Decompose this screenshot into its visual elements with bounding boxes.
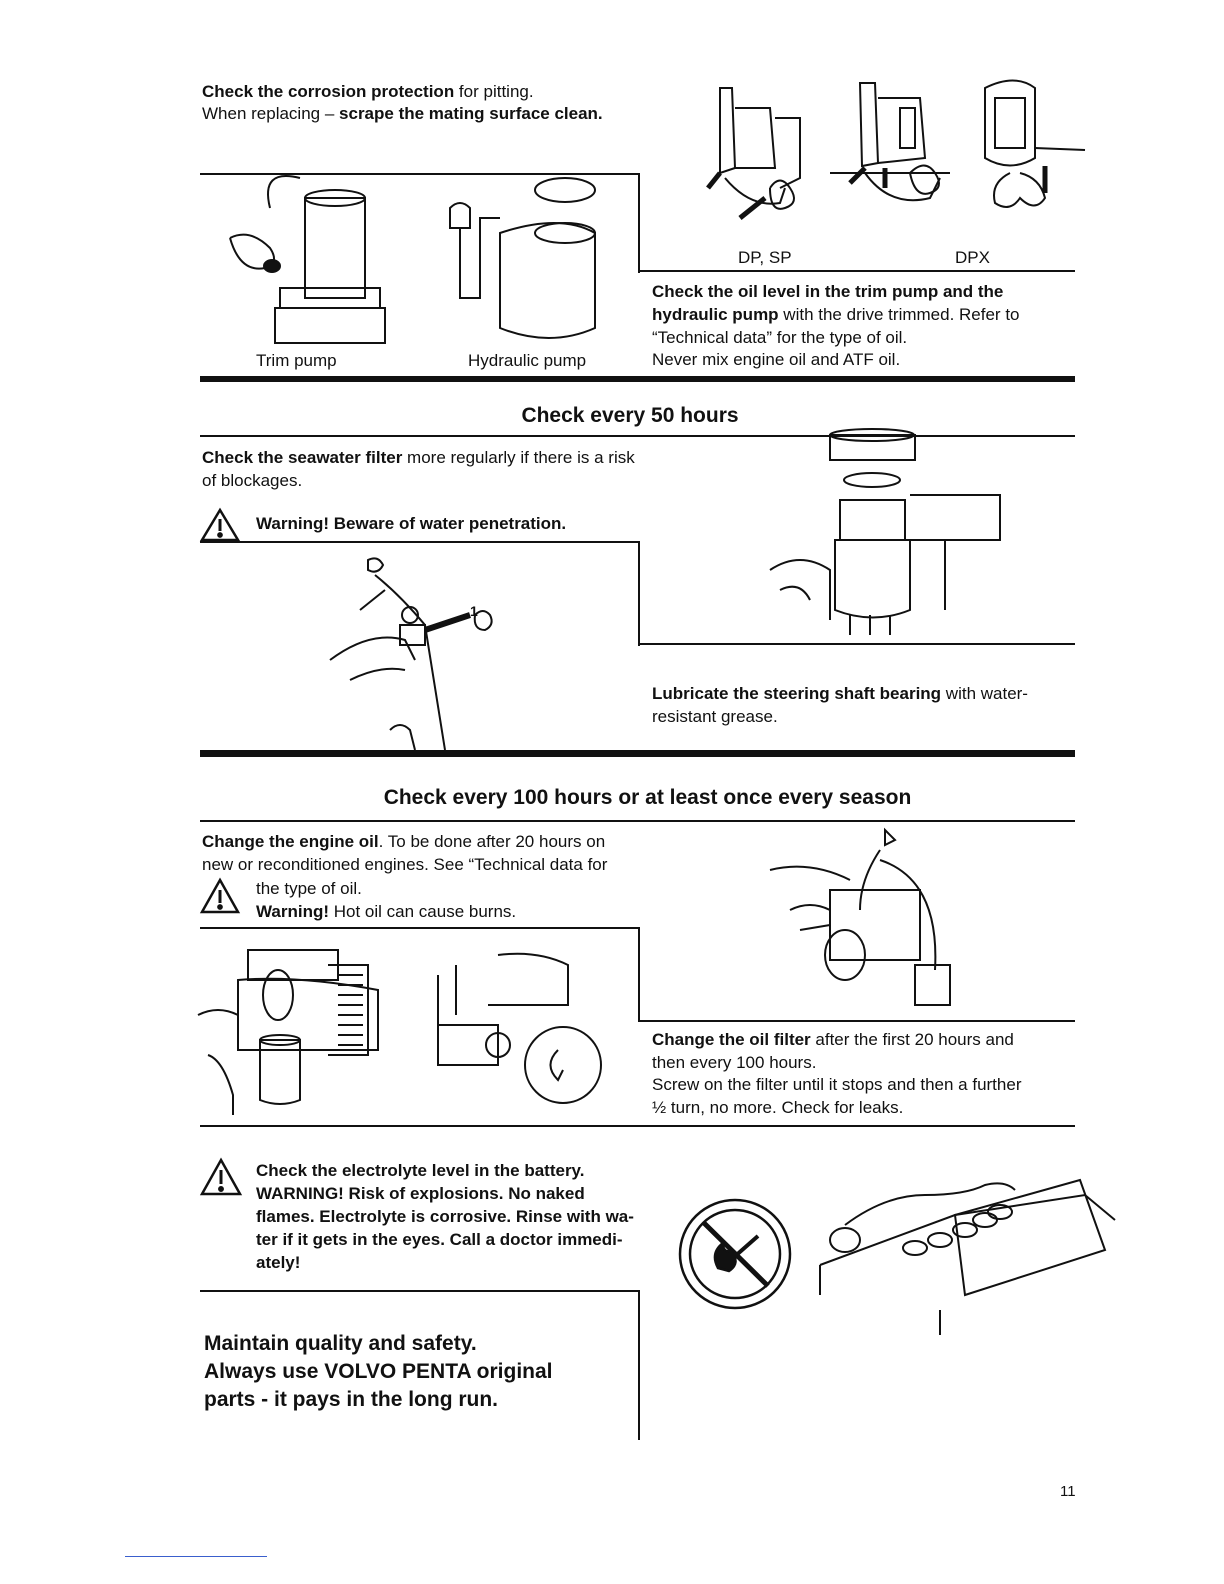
warning-triangle-icon <box>200 878 240 914</box>
no-naked-flames-icon <box>678 1198 793 1310</box>
seawater-text-1: Check the seawater filter more regularly if there is a risk <box>202 448 635 467</box>
label-trim-pump: Trim pump <box>256 351 337 370</box>
label-dpx: DPX <box>955 248 990 267</box>
engine-oil-text-1: Change the engine oil. To be done after 20 hours on <box>202 832 606 851</box>
page-number: 11 <box>1060 1483 1076 1500</box>
battery-text-5: ately! <box>256 1253 301 1272</box>
warning-water: Warning! Beware of water penetration. <box>256 514 567 533</box>
battery-text-4: ter if it gets in the eyes. Call a doctor immedi- <box>256 1230 623 1249</box>
trim-oil-text-3: “Technical data” for the type of oil. <box>652 328 908 347</box>
seawater-filter-illustration <box>760 420 1010 640</box>
engine-oil-text-3: the type of oil. <box>256 879 362 898</box>
battery-text-2: WARNING! Risk of explosions. No naked <box>256 1184 585 1203</box>
quality-text-1: Maintain quality and safety. <box>204 1332 477 1355</box>
oil-filter-illustration <box>198 935 618 1120</box>
section-rule <box>200 376 1075 382</box>
battery-illustration <box>815 1170 1115 1335</box>
divider-line <box>638 173 640 273</box>
callout-number-1: 1 <box>470 603 478 619</box>
steering-shaft-illustration <box>330 550 510 750</box>
divider-line <box>200 173 640 175</box>
engine-oil-warning: Warning! Hot oil can cause burns. <box>256 902 517 921</box>
divider-line <box>200 541 640 543</box>
divider-line <box>200 1290 640 1292</box>
heading-100-hours: Check every 100 hours or at least once every season <box>383 786 912 809</box>
steering-text-1: Lubricate the steering shaft bearing with water- <box>652 684 1028 703</box>
divider-line <box>638 1290 640 1440</box>
oil-filter-text-2: then every 100 hours. <box>652 1053 817 1072</box>
footnote-rule <box>125 1556 267 1557</box>
battery-text-1: Check the electrolyte level in the battery. <box>256 1161 585 1180</box>
trim-oil-text-2: hydraulic pump with the drive trimmed. Refer to <box>652 305 1020 324</box>
quality-text-3: parts - it pays in the long run. <box>204 1388 499 1411</box>
divider-line <box>638 270 1075 272</box>
corrosion-text-1: Check the corrosion protection for pitting. <box>202 82 534 101</box>
drive-corrosion-illustration <box>690 78 1090 248</box>
seawater-text-2: of blockages. <box>202 471 303 490</box>
steering-text-2: resistant grease. <box>652 707 778 726</box>
section-rule <box>200 750 1075 757</box>
divider-line <box>638 643 1075 645</box>
divider-line <box>200 820 1075 822</box>
trim-oil-text-1: Check the oil level in the trim pump and the <box>652 282 1004 301</box>
oil-filter-text-1: Change the oil filter after the first 20 hours and <box>652 1030 1014 1049</box>
corrosion-text-2: When replacing – scrape the mating surface clean. <box>202 104 603 123</box>
oil-drain-illustration <box>770 830 980 1010</box>
divider-line <box>200 1125 1075 1127</box>
divider-line <box>638 1020 1075 1022</box>
quality-text-2: Always use VOLVO PENTA original <box>204 1360 553 1383</box>
trim-oil-text-4: Never mix engine oil and ATF oil. <box>652 350 901 369</box>
pumps-illustration <box>210 178 630 348</box>
engine-oil-text-2: new or reconditioned engines. See “Technical data for <box>202 855 608 874</box>
label-hydraulic-pump: Hydraulic pump <box>468 351 587 370</box>
warning-triangle-icon <box>200 1158 242 1196</box>
battery-text-3: flames. Electrolyte is corrosive. Rinse with wa- <box>256 1207 634 1226</box>
warning-triangle-icon <box>200 508 240 542</box>
oil-filter-text-3: Screw on the filter until it stops and then a further <box>652 1075 1022 1094</box>
divider-line <box>638 927 640 1022</box>
oil-filter-text-4: ½ turn, no more. Check for leaks. <box>652 1098 904 1117</box>
heading-50-hours: Check every 50 hours <box>521 404 739 427</box>
label-dp-sp: DP, SP <box>738 248 792 267</box>
divider-line <box>200 927 640 929</box>
divider-line <box>638 541 640 646</box>
